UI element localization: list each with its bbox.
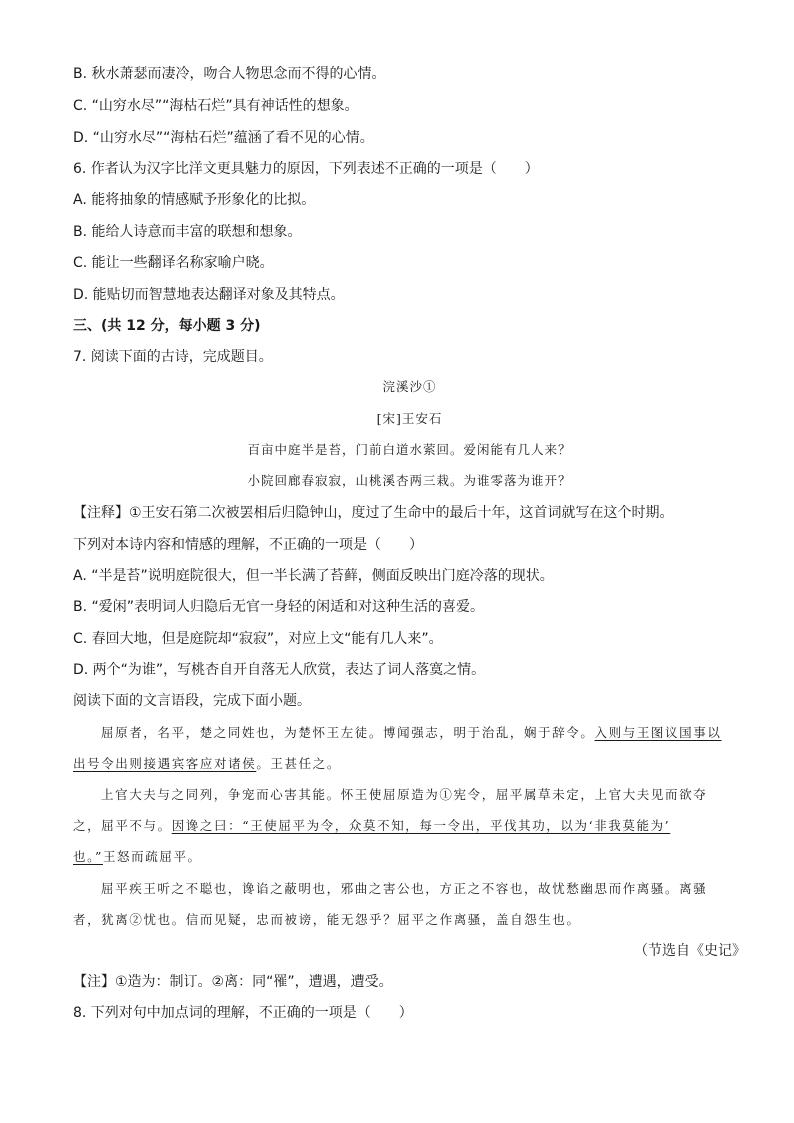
q6-stem: 6. 作者认为汉字比洋文更具魅力的原因，下列表述不正确的一项是（ ）: [73, 161, 539, 177]
passage-note: 【注】①造为：制订。②离：同“罹”，遭遇，遭受。: [73, 974, 393, 990]
passage-p2-line1: 上官大夫与之同列，争宠而心害其能。怀王使屈原造为①宪令，屈平属草未定，上官大夫见而欲夺: [101, 787, 708, 802]
q6-option-a: A. 能将抽象的情感赋予形象化的比拟。: [73, 192, 316, 208]
q6-option-d: D. 能贴切而智慧地表达翻译对象及其特点。: [73, 287, 345, 303]
q8-stem: 8. 下列对句中加点词的理解，不正确的一项是（ ）: [73, 1005, 413, 1021]
underlined-sentence: 也。”: [73, 849, 103, 864]
q5-option-c: C. “山穷水尽”“海枯石烂”具有神话性的想象。: [73, 98, 359, 114]
q7-stem: 7. 阅读下面的古诗，完成题目。: [73, 349, 273, 365]
q5-option-b: B. 秋水萧瑟而凄冷，吻合人物思念而不得的心情。: [73, 66, 386, 82]
passage-text: 屈原者，名平，楚之同姓也，为楚怀王左徒。博闻强志，明于治乱，娴于辞令。: [101, 725, 595, 740]
q6-option-c: C. 能让一些翻译名称家喻户晓。: [73, 255, 274, 271]
passage-text: 王怒而疏屈平。: [102, 849, 202, 864]
q7-question: 下列对本诗内容和情感的理解，不正确的一项是（ ）: [73, 537, 423, 553]
passage-source: （节选自《史记》: [634, 943, 746, 959]
underlined-sentence: 入则与王图议国事以: [594, 725, 722, 740]
passage-p2-line3: [73, 848, 746, 866]
passage-p3-line1: 屈平疾王听之不聪也，谗谄之蔽明也，邪曲之害公也，方正之不容也，故忧愁幽思而作离骚。离骚: [101, 881, 708, 896]
poem-line-2: 小院回廊春寂寂，山桃溪杏两三栽。为谁零落为谁开？: [247, 473, 572, 488]
passage-text: 之，屈平不与。: [73, 818, 172, 833]
underlined-sentence: 因谗之曰：“王使屈平为令，众莫不知，每一令出，平伐其功，以为‘非我莫能为’: [171, 818, 671, 833]
passage-p2-line2: [73, 817, 746, 835]
passage-p1-line2: [73, 755, 746, 773]
poem-author: [宋]王安石: [376, 411, 443, 426]
q7-option-d: D. 两个“为谁”，写桃杏自开自落无人欣赏，表达了词人落寞之情。: [73, 662, 486, 678]
underlined-sentence: 出号令出则接遇宾客应对诸侯: [73, 756, 257, 771]
poem-line-1: 百亩中庭半是苔，门前白道水萦回。爱闲能有几人来？: [247, 442, 572, 457]
q7-option-c: C. 春回大地，但是庭院却“寂寂”，对应上文“能有几人来”。: [73, 631, 443, 647]
q5-option-d: D. “山穷水尽”“海枯石烂”蕴涵了看不见的心情。: [73, 130, 374, 146]
passage-intro: 阅读下面的文言语段，完成下面小题。: [73, 693, 311, 709]
passage-p1-line1: [101, 724, 746, 742]
q6-option-b: B. 能给人诗意而丰富的联想和想象。: [73, 224, 302, 240]
passage-text: 。王甚任之。: [256, 756, 341, 771]
q7-option-a: A. “半是苔”说明庭院很大，但一半长满了苔藓，侧面反映出门庭冷落的现状。: [73, 568, 554, 584]
q7-option-b: B. “爱闲”表明词人归隐后无官一身轻的闲适和对这种生活的喜爱。: [73, 599, 485, 615]
passage-p3-line2: 者，犹离②忧也。信而见疑，忠而被谤，能无怨乎？屈平之作离骚，盖自怨生也。: [73, 912, 581, 927]
q7-note: 【注释】①王安石第二次被罢相后归隐钟山，度过了生命中的最后十年，这首词就写在这个时期。: [73, 505, 674, 521]
poem-title: 浣溪沙①: [382, 379, 437, 394]
section-heading: 三、(共 12 分，每小题 3 分): [73, 318, 261, 334]
